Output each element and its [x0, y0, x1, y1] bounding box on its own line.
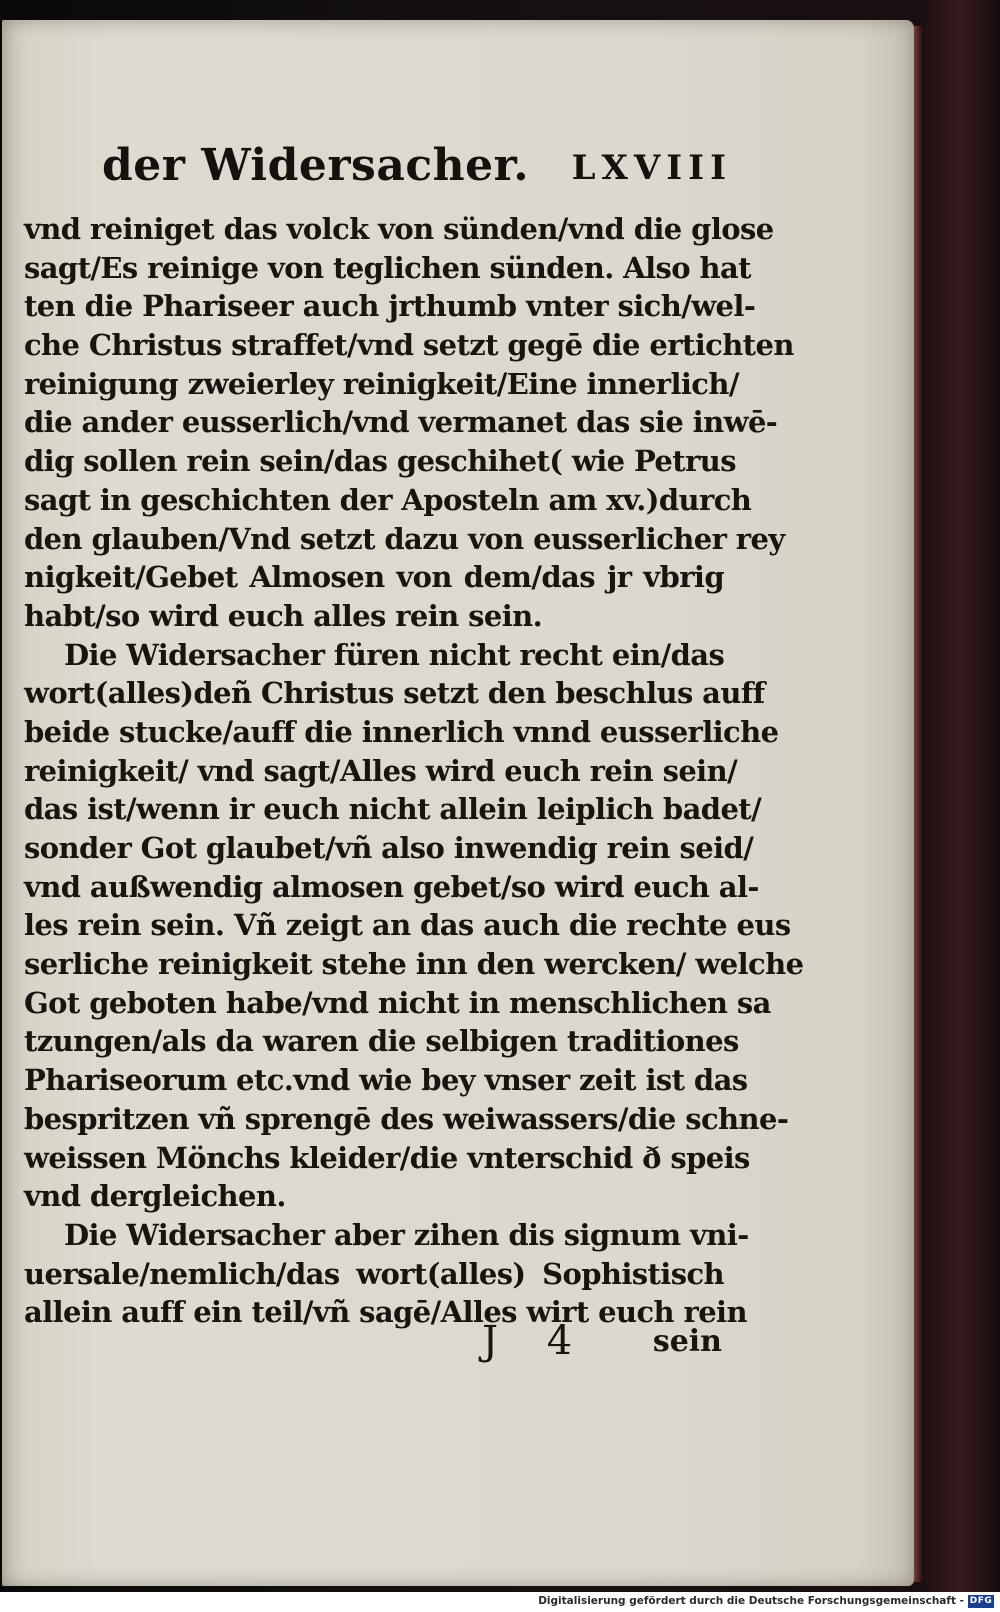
text-line: reinigkeit/ vnd sagt/Alles wird euch rein sein/	[24, 753, 738, 788]
book-cover-edge	[914, 26, 922, 1582]
text-line: dig sollen rein sein/das geschihet( wie Petrus	[24, 444, 736, 479]
text-line: vnd außwendig almosen gebet/so wird euch al-	[24, 869, 759, 904]
text-line: reinigung zweierley reinigkeit/Eine innerlich/	[24, 366, 739, 401]
text-line: vnd reiniget das volck von sünden/vnd die glose	[24, 212, 774, 246]
text-line: ten die Phariseer auch jrthumb vnter sich/wel-	[24, 289, 756, 324]
text-line: Phariseorum etc.vnd wie bey vnser zeit ist das	[24, 1063, 748, 1098]
text-line: Die Widersacher füren nicht recht ein/das	[64, 637, 725, 672]
text-line: che Christus straffet/vnd setzt gegē die ertichten	[24, 328, 794, 363]
text-line: bespritzen vñ sprengē des weiwassers/die schne-	[24, 1101, 789, 1136]
text-line: tzungen/als da waren die selbigen traditiones	[24, 1024, 739, 1059]
text-line: uersale/nemlich/das wort(alles) Sophistisch	[24, 1256, 724, 1291]
text-line: les rein sein. Vñ zeigt an das auch die rechte eus	[24, 908, 791, 943]
text-line: allein auff ein teil/vñ sagē/Alles wirt euch rein	[24, 1295, 747, 1330]
text-line: den glauben/Vnd setzt dazu von eusserlicher rey	[24, 521, 785, 556]
text-line: habt/so wird euch alles rein sein.	[24, 598, 543, 633]
signature-mark: J 4	[482, 1318, 591, 1364]
digitization-credit: Digitalisierung gefördert durch die Deutsche Forschungsgemeinschaft -	[538, 1595, 964, 1607]
text-line: nigkeit/Gebet Almosen von dem/das jr vbrig	[24, 560, 724, 595]
page-footer-marks	[482, 1318, 722, 1368]
page-header	[102, 140, 732, 200]
text-line: Got geboten habe/vnd nicht in menschlichen sa	[24, 985, 771, 1020]
text-line: sonder Got glaubet/vñ also inwendig rein seid/	[24, 831, 754, 865]
text-line: Die Widersacher aber zihen dis signum vni-	[64, 1217, 749, 1252]
text-line: wort(alles)deñ Christus setzt den beschlus auff	[24, 676, 765, 711]
book-page	[2, 20, 914, 1586]
text-block	[24, 210, 804, 1332]
text-line: die ander eusserlich/vnd vermanet das sie inwē-	[24, 405, 778, 440]
dfg-logo: DFG	[969, 1596, 993, 1606]
text-line: vnd dergleichen.	[24, 1179, 286, 1214]
text-line: sagt in geschichten der Aposteln am xv.)durch	[24, 482, 752, 517]
text-line: beide stucke/auff die innerlich vnnd eusserliche	[24, 714, 779, 749]
running-head: der Widersacher.	[102, 140, 530, 191]
text-line: das ist/wenn ir euch nicht allein leiplich badet/	[24, 792, 762, 827]
folio-number: LXVIII	[571, 148, 732, 188]
text-line: serliche reinigkeit stehe inn den wercken/ welche	[24, 947, 804, 982]
catchword: sein	[652, 1324, 722, 1359]
text-line: weissen Mönchs kleider/die vnterschid ð speis	[24, 1140, 750, 1175]
text-line: sagt/Es reinige von teglichen sünden. Also hat	[24, 250, 751, 285]
